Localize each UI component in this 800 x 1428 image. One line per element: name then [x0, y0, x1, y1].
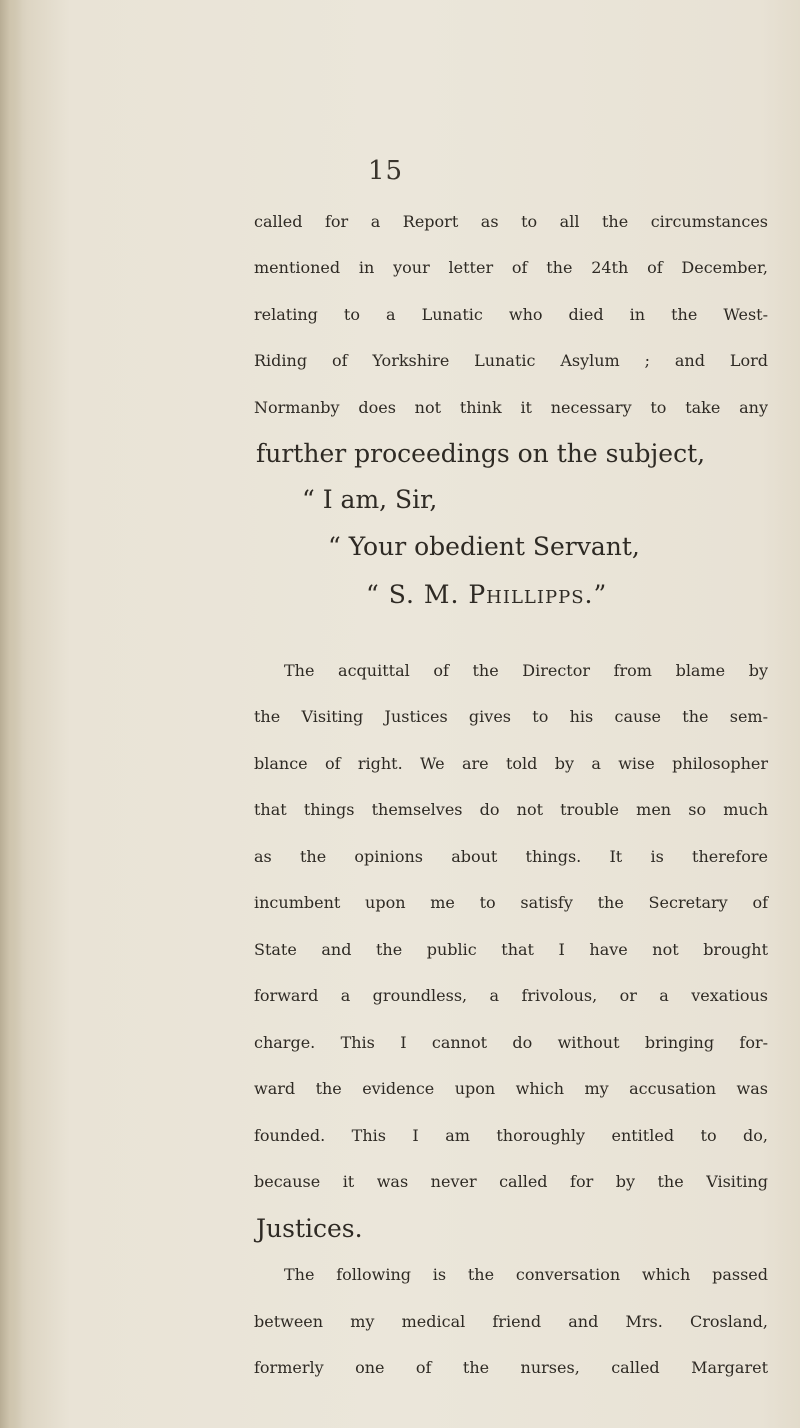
text-line: founded. This I am thoroughly entitled to do, — [254, 1126, 768, 1145]
text-line: blance of right. We are told by a wise philosopher — [254, 754, 768, 773]
text-line: ward the evidence upon which my accusation was — [254, 1079, 768, 1098]
text-line: further proceedings on the subject, — [256, 439, 706, 468]
page-number: 15 — [368, 156, 404, 186]
text-line: charge. This I cannot do without bringing for- — [254, 1033, 768, 1052]
text-line: formerly one of the nurses, called Margaret — [254, 1358, 768, 1377]
text-line: State and the public that I have not brought — [254, 940, 768, 959]
text-line: as the opinions about things. It is therefore — [254, 847, 768, 866]
text-line: The following is the conversation which passed — [284, 1265, 768, 1284]
text-line: incumbent upon me to satisfy the Secretary of — [254, 893, 768, 912]
closing-servant: “ Your obedient Servant, — [328, 532, 640, 561]
text-line: the Visiting Justices gives to his cause the sem- — [254, 707, 768, 726]
closing-salutation: “ I am, Sir, — [302, 485, 438, 514]
text-line: relating to a Lunatic who died in the West- — [254, 305, 768, 324]
text-line: called for a Report as to all the circumstances — [254, 212, 768, 231]
text-line: between my medical friend and Mrs. Crosland, — [254, 1312, 768, 1331]
text-line: mentioned in your letter of the 24th of December, — [254, 258, 768, 277]
text-line: forward a groundless, a frivolous, or a vexatious — [254, 986, 768, 1005]
text-line: because it was never called for by the Visiting — [254, 1172, 768, 1191]
text-line: Riding of Yorkshire Lunatic Asylum ; and Lord — [254, 351, 768, 370]
closing-signature: “ S. M. Phillipps.” — [366, 580, 608, 609]
text-line: that things themselves do not trouble men so much — [254, 800, 768, 819]
text-line: The acquittal of the Director from blame by — [284, 661, 768, 680]
binding-edge — [0, 0, 22, 1428]
text-line: Justices. — [256, 1214, 363, 1243]
text-line: Normanby does not think it necessary to take any — [254, 398, 768, 417]
